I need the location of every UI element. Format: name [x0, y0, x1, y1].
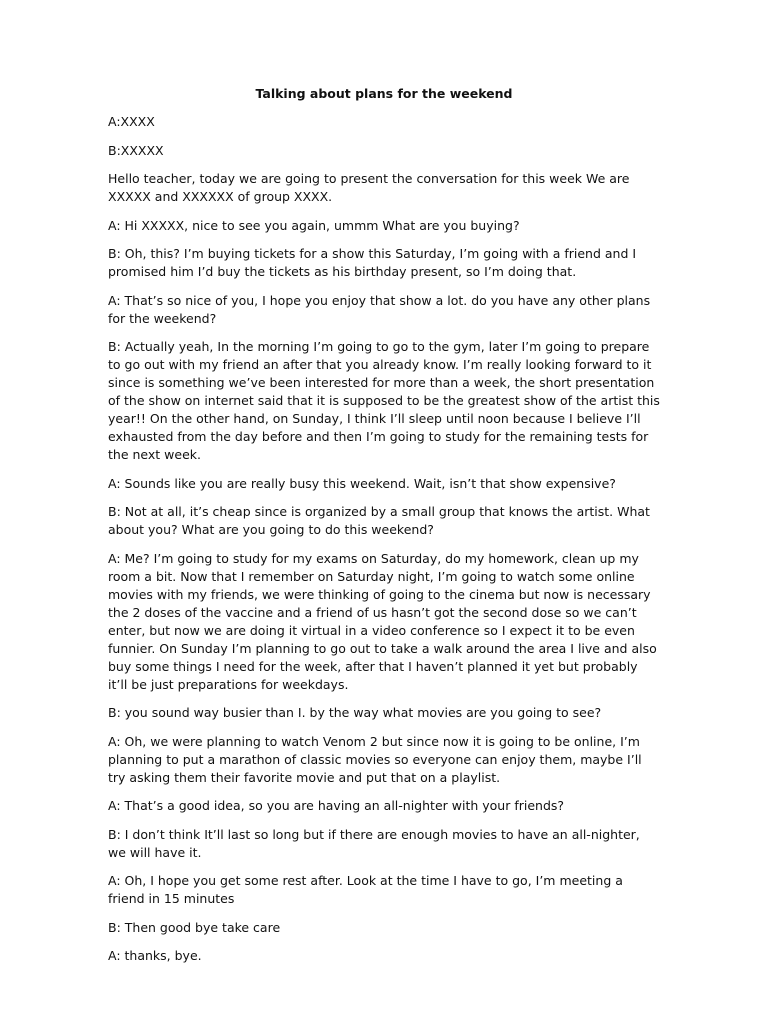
dialogue-line: A: Hi XXXXX, nice to see you again, ummm What are you buying?	[108, 217, 520, 233]
document-body	[108, 113, 660, 976]
dialogue-line: B: you sound way busier than I. by the way what movies are you going to see?	[108, 705, 602, 720]
speaker-a-label: A:XXXX	[108, 114, 155, 129]
dialogue-line: A: Oh, I hope you get some rest after. Look at the time I have to go, I’m meeting a friend in 15 minutes	[108, 873, 623, 906]
dialogue-line: B: I don’t think It’ll last so long but if there are enough movies to have an all-nighter, we will have it.	[108, 826, 640, 860]
dialogue-line: A: That’s so nice of you, I hope you enjoy that show a lot. do you have any other plans for the weekend?	[108, 292, 651, 326]
dialogue-line: A: thanks, bye.	[108, 948, 202, 963]
document-title: Talking about plans for the weekend	[255, 86, 513, 101]
dialogue-line: B: Oh, this? I’m buying tickets for a show this Saturday, I’m going with a friend and I promised him I’d buy the tickets as his birthday present, so I’m doing that.	[108, 246, 637, 279]
dialogue-line: A: Sounds like you are really busy this weekend. Wait, isn’t that show expensive?	[108, 475, 616, 491]
dialogue-line: A: Me? I’m going to study for my exams on Saturday, do my homework, clean up my room a bit. Now that I remember on Saturday night, I’m going to watch some online movies with my friends, we were thinking of going to the cinema but now is necessary the 2 doses of the vaccine and a friend of us hasn’t got the second dose so we can’t enter, but now we are doing it virtual in a video conference so I expect it to be even funnier. On Sunday I’m planning to go out to take a walk around the area I live and also buy some things I need for the week, after that I haven’t planned it yet but probably it’ll be just preparations for weekdays.	[108, 550, 657, 692]
dialogue-line: B: Actually yeah, In the morning I’m going to go to the gym, later I’m going to prepare to go out with my friend an after that you already know. I’m really looking forward to it since is something we’ve been interested for more than a week, the short presentation of the show on internet said that it is supposed to be the greatest show of the artist this year!! On the other hand, on Sunday, I think I’ll sleep until noon because I believe I’ll exhausted from the day before and then I’m going to study for the remaining tests for the next week.	[108, 339, 660, 462]
dialogue-line: B: Not at all, it’s cheap since is organized by a small group that knows the artist. What about you? What are you going to do this weekend?	[108, 504, 650, 537]
dialogue-line: B: Then good bye take care	[108, 919, 281, 935]
speaker-b-label: B:XXXXX	[108, 142, 164, 158]
dialogue-line: A: That’s a good idea, so you are having an all-nighter with your friends?	[108, 798, 565, 813]
dialogue-line: A: Oh, we were planning to watch Venom 2 but since now it is going to be online, I’m planning to put a marathon of classic movies so everyone can enjoy them, maybe I’ll try asking them their favorite movie and put that on a playlist.	[108, 733, 642, 785]
intro-paragraph: Hello teacher, today we are going to present the conversation for this week We are XXXXX and XXXXXX of group XXXX.	[108, 171, 630, 204]
